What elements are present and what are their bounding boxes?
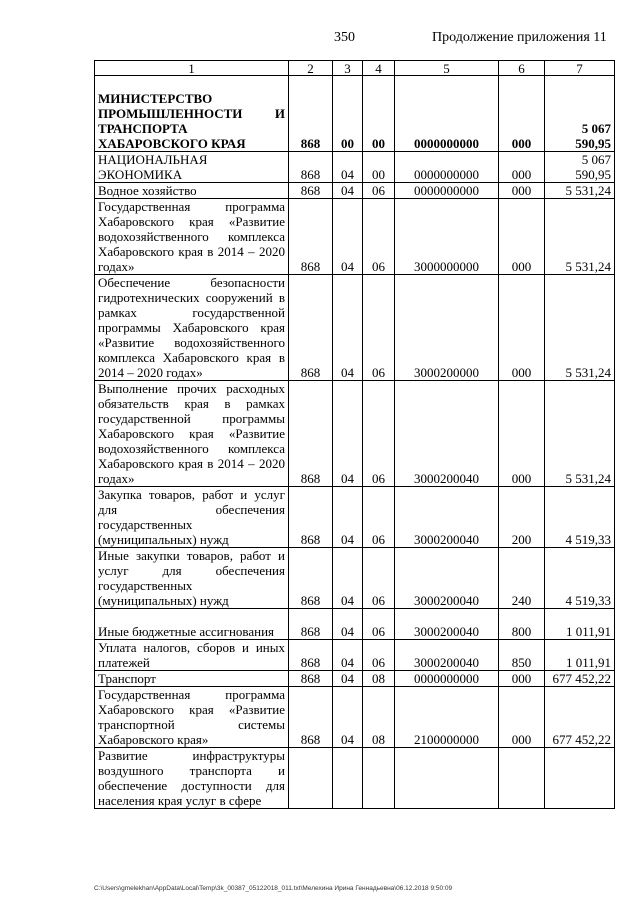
row-pr-cell: 06 <box>363 640 395 671</box>
budget-table <box>94 60 615 809</box>
row-gr-cell: 868 <box>289 671 333 687</box>
column-header: 7 <box>545 61 615 76</box>
row-pr-cell: 06 <box>363 381 395 487</box>
table-row <box>95 671 615 687</box>
row-vr-cell: 800 <box>499 609 545 640</box>
row-csr-cell: 0000000000 <box>395 671 499 687</box>
row-vr-cell: 000 <box>499 183 545 199</box>
row-rz-cell: 04 <box>333 381 363 487</box>
row-vr-cell: 200 <box>499 487 545 548</box>
table-row <box>95 183 615 199</box>
row-vr-cell <box>499 748 545 809</box>
row-pr-cell: 06 <box>363 275 395 381</box>
row-sum-cell: 4 519,33 <box>545 487 615 548</box>
row-csr-cell: 3000200040 <box>395 609 499 640</box>
row-pr-cell: 00 <box>363 76 395 152</box>
column-header: 5 <box>395 61 499 76</box>
row-gr-cell: 868 <box>289 487 333 548</box>
row-csr-cell: 0000000000 <box>395 152 499 183</box>
row-sum-cell: 5 067 590,95 <box>545 152 615 183</box>
table-row <box>95 640 615 671</box>
table-row <box>95 687 615 748</box>
continuation-caption: Продолжение приложения 11 <box>432 30 607 45</box>
row-sum-cell: 677 452,22 <box>545 671 615 687</box>
row-pr-cell <box>363 748 395 809</box>
row-pr-cell: 06 <box>363 183 395 199</box>
table-row <box>95 76 615 152</box>
row-csr-cell: 3000000000 <box>395 199 499 275</box>
row-name-cell: Государственная программа Хабаровского края «Развитие транспортной системы Хабаровского края» <box>95 687 289 748</box>
row-gr-cell: 868 <box>289 687 333 748</box>
row-vr-cell: 000 <box>499 687 545 748</box>
row-gr-cell: 868 <box>289 76 333 152</box>
row-vr-cell: 000 <box>499 152 545 183</box>
row-rz-cell: 04 <box>333 152 363 183</box>
row-vr-cell: 000 <box>499 199 545 275</box>
row-pr-cell: 06 <box>363 548 395 609</box>
row-sum-cell: 5 531,24 <box>545 381 615 487</box>
row-name-cell: Иные закупки товаров, работ и услуг для обеспечения государственных (муниципальных) нужд <box>95 548 289 609</box>
row-name-cell: Иные бюджетные ассигнования <box>95 609 289 640</box>
row-name-cell: Развитие инфраструктуры воздушного транспорта и обеспечение доступности для населения края услуг в сфере <box>95 748 289 809</box>
row-sum-cell: 677 452,22 <box>545 687 615 748</box>
row-sum-cell: 5 531,24 <box>545 275 615 381</box>
column-header: 6 <box>499 61 545 76</box>
row-vr-cell: 850 <box>499 640 545 671</box>
row-vr-cell: 000 <box>499 76 545 152</box>
row-sum-cell <box>545 748 615 809</box>
row-gr-cell: 868 <box>289 183 333 199</box>
row-gr-cell: 868 <box>289 275 333 381</box>
row-csr-cell: 2100000000 <box>395 687 499 748</box>
row-rz-cell: 04 <box>333 640 363 671</box>
row-rz-cell: 04 <box>333 671 363 687</box>
column-header: 1 <box>95 61 289 76</box>
row-name-cell: Уплата налогов, сборов и иных платежей <box>95 640 289 671</box>
page-number: 350 <box>334 30 355 45</box>
row-rz-cell: 00 <box>333 76 363 152</box>
row-sum-cell: 1 011,91 <box>545 609 615 640</box>
row-csr-cell: 3000200040 <box>395 487 499 548</box>
row-pr-cell: 08 <box>363 671 395 687</box>
row-gr-cell: 868 <box>289 609 333 640</box>
row-sum-cell: 5 531,24 <box>545 183 615 199</box>
row-name-cell: Водное хозяйство <box>95 183 289 199</box>
row-rz-cell: 04 <box>333 199 363 275</box>
table-row <box>95 275 615 381</box>
row-csr-cell: 3000200040 <box>395 548 499 609</box>
table-row <box>95 748 615 809</box>
row-name-cell: НАЦИОНАЛЬНАЯ ЭКОНОМИКА <box>95 152 289 183</box>
row-csr-cell: 0000000000 <box>395 183 499 199</box>
row-sum-cell: 1 011,91 <box>545 640 615 671</box>
row-rz-cell: 04 <box>333 687 363 748</box>
table-row <box>95 199 615 275</box>
column-header: 3 <box>333 61 363 76</box>
row-sum-cell: 4 519,33 <box>545 548 615 609</box>
table-row <box>95 152 615 183</box>
row-pr-cell: 00 <box>363 152 395 183</box>
row-name-cell: МИНИСТЕРСТВО ПРОМЫШЛЕННОСТИ И ТРАНСПОРТА ХАБАРОВСКОГО КРАЯ <box>95 76 289 152</box>
column-header: 2 <box>289 61 333 76</box>
row-name-cell: Выполнение прочих расходных обязательств края в рамках государственной программы Хабаровского края «Развитие водохозяйственного комплекса Хабаровского края в 2014 – 2020 годах» <box>95 381 289 487</box>
row-rz-cell: 04 <box>333 183 363 199</box>
row-csr-cell: 0000000000 <box>395 76 499 152</box>
row-gr-cell: 868 <box>289 381 333 487</box>
row-gr-cell: 868 <box>289 640 333 671</box>
row-sum-cell: 5 067 590,95 <box>545 76 615 152</box>
row-gr-cell: 868 <box>289 199 333 275</box>
row-name-cell: Государственная программа Хабаровского края «Развитие водохозяйственного комплекса Хабаровского края в 2014 – 2020 годах» <box>95 199 289 275</box>
row-vr-cell: 000 <box>499 381 545 487</box>
row-pr-cell: 06 <box>363 199 395 275</box>
row-csr-cell <box>395 748 499 809</box>
table-row <box>95 487 615 548</box>
row-csr-cell: 3000200000 <box>395 275 499 381</box>
row-gr-cell: 868 <box>289 548 333 609</box>
table-row <box>95 609 615 640</box>
row-vr-cell: 000 <box>499 671 545 687</box>
row-pr-cell: 06 <box>363 487 395 548</box>
row-csr-cell: 3000200040 <box>395 381 499 487</box>
row-sum-cell: 5 531,24 <box>545 199 615 275</box>
row-pr-cell: 08 <box>363 687 395 748</box>
row-rz-cell: 04 <box>333 275 363 381</box>
column-number-row <box>95 61 615 76</box>
row-rz-cell: 04 <box>333 548 363 609</box>
table-row <box>95 548 615 609</box>
row-pr-cell: 06 <box>363 609 395 640</box>
file-path-footer: C:\Users\gmelekhan\AppData\Local\Temp\3k_00387_05122018_011.txt\Мелехина Ирина Геннадьевна\06.12.2018 9:50:09 <box>94 885 453 892</box>
column-header: 4 <box>363 61 395 76</box>
row-gr-cell: 868 <box>289 152 333 183</box>
table-row <box>95 381 615 487</box>
row-gr-cell <box>289 748 333 809</box>
row-rz-cell <box>333 748 363 809</box>
row-vr-cell: 240 <box>499 548 545 609</box>
row-csr-cell: 3000200040 <box>395 640 499 671</box>
row-rz-cell: 04 <box>333 609 363 640</box>
row-name-cell: Закупка товаров, работ и услуг для обеспечения государственных (муниципальных) нужд <box>95 487 289 548</box>
row-vr-cell: 000 <box>499 275 545 381</box>
row-rz-cell: 04 <box>333 487 363 548</box>
row-name-cell: Обеспечение безопасности гидротехнических сооружений в рамках государственной программы Хабаровского края «Развитие водохозяйственного комплекса Хабаровского края в 2014 – 2020 годах» <box>95 275 289 381</box>
row-name-cell: Транспорт <box>95 671 289 687</box>
